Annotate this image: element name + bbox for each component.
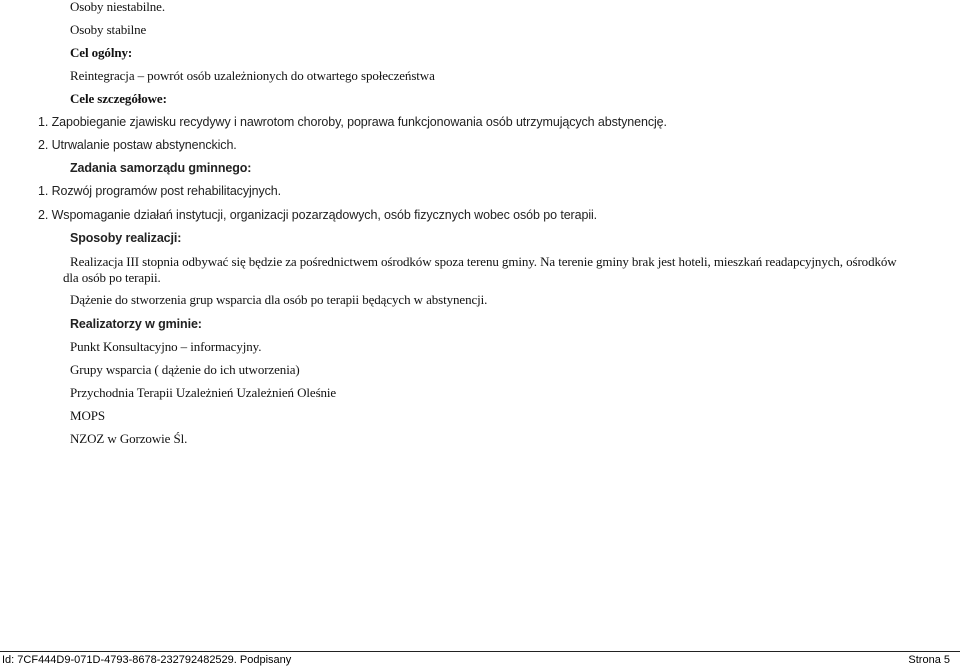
support-groups-text: Dążenie do stworzenia grup wsparcia dla osób po terapii będących w abstynencji. (70, 292, 488, 307)
municipal-task-item: 1. Rozwój programów post rehabilitacyjnych. (38, 184, 282, 198)
footer-divider (0, 651, 960, 652)
specific-goal-item: 1. Zapobieganie zjawisku recydywy i nawrotom choroby, poprawa funkcjonowania osób utrzymujących abstynencję. (38, 115, 667, 129)
municipal-tasks-heading: Zadania samorządu gminnego: (70, 161, 252, 175)
specific-goal-item: 2. Utrwalanie postaw abstynenckich. (38, 138, 237, 152)
implementation-paragraph-line2: dla osób po terapii. (63, 270, 161, 285)
implementation-heading: Sposoby realizacji: (70, 231, 182, 245)
implementer-item: Przychodnia Terapii Uzależnień Uzależnień Oleśnie (70, 385, 337, 400)
target-group-unstable: Osoby niestabilne. (70, 0, 165, 14)
implementer-item: MOPS (70, 408, 106, 423)
implementers-heading: Realizatorzy w gminie: (70, 317, 202, 331)
municipal-task-item: 2. Wspomaganie działań instytucji, organizacji pozarządowych, osób fizycznych wobec osób po terapii. (38, 208, 598, 222)
general-goal-text: Reintegracja – powrót osób uzależnionych do otwartego społeczeństwa (70, 68, 435, 83)
footer-document-id: Id: 7CF444D9-071D-4793-8678-232792482529. Podpisany (2, 654, 292, 666)
general-goal-heading: Cel ogólny: (70, 45, 133, 60)
target-group-stable: Osoby stabilne (70, 22, 147, 37)
implementer-item: NZOZ w Gorzowie Śl. (70, 431, 188, 446)
implementer-item: Grupy wsparcia ( dążenie do ich utworzenia) (70, 362, 300, 377)
implementation-paragraph-line1: Realizacja III stopnia odbywać się będzie za pośrednictwem ośrodków spoza terenu gminy. Na terenie gminy brak jest hoteli, mieszkań readapcyjnych, ośrodków (70, 254, 897, 269)
implementer-item: Punkt Konsultacyjno – informacyjny. (70, 339, 262, 354)
specific-goals-heading: Cele szczegółowe: (70, 91, 167, 106)
footer-page-number: Strona 5 (908, 654, 950, 666)
